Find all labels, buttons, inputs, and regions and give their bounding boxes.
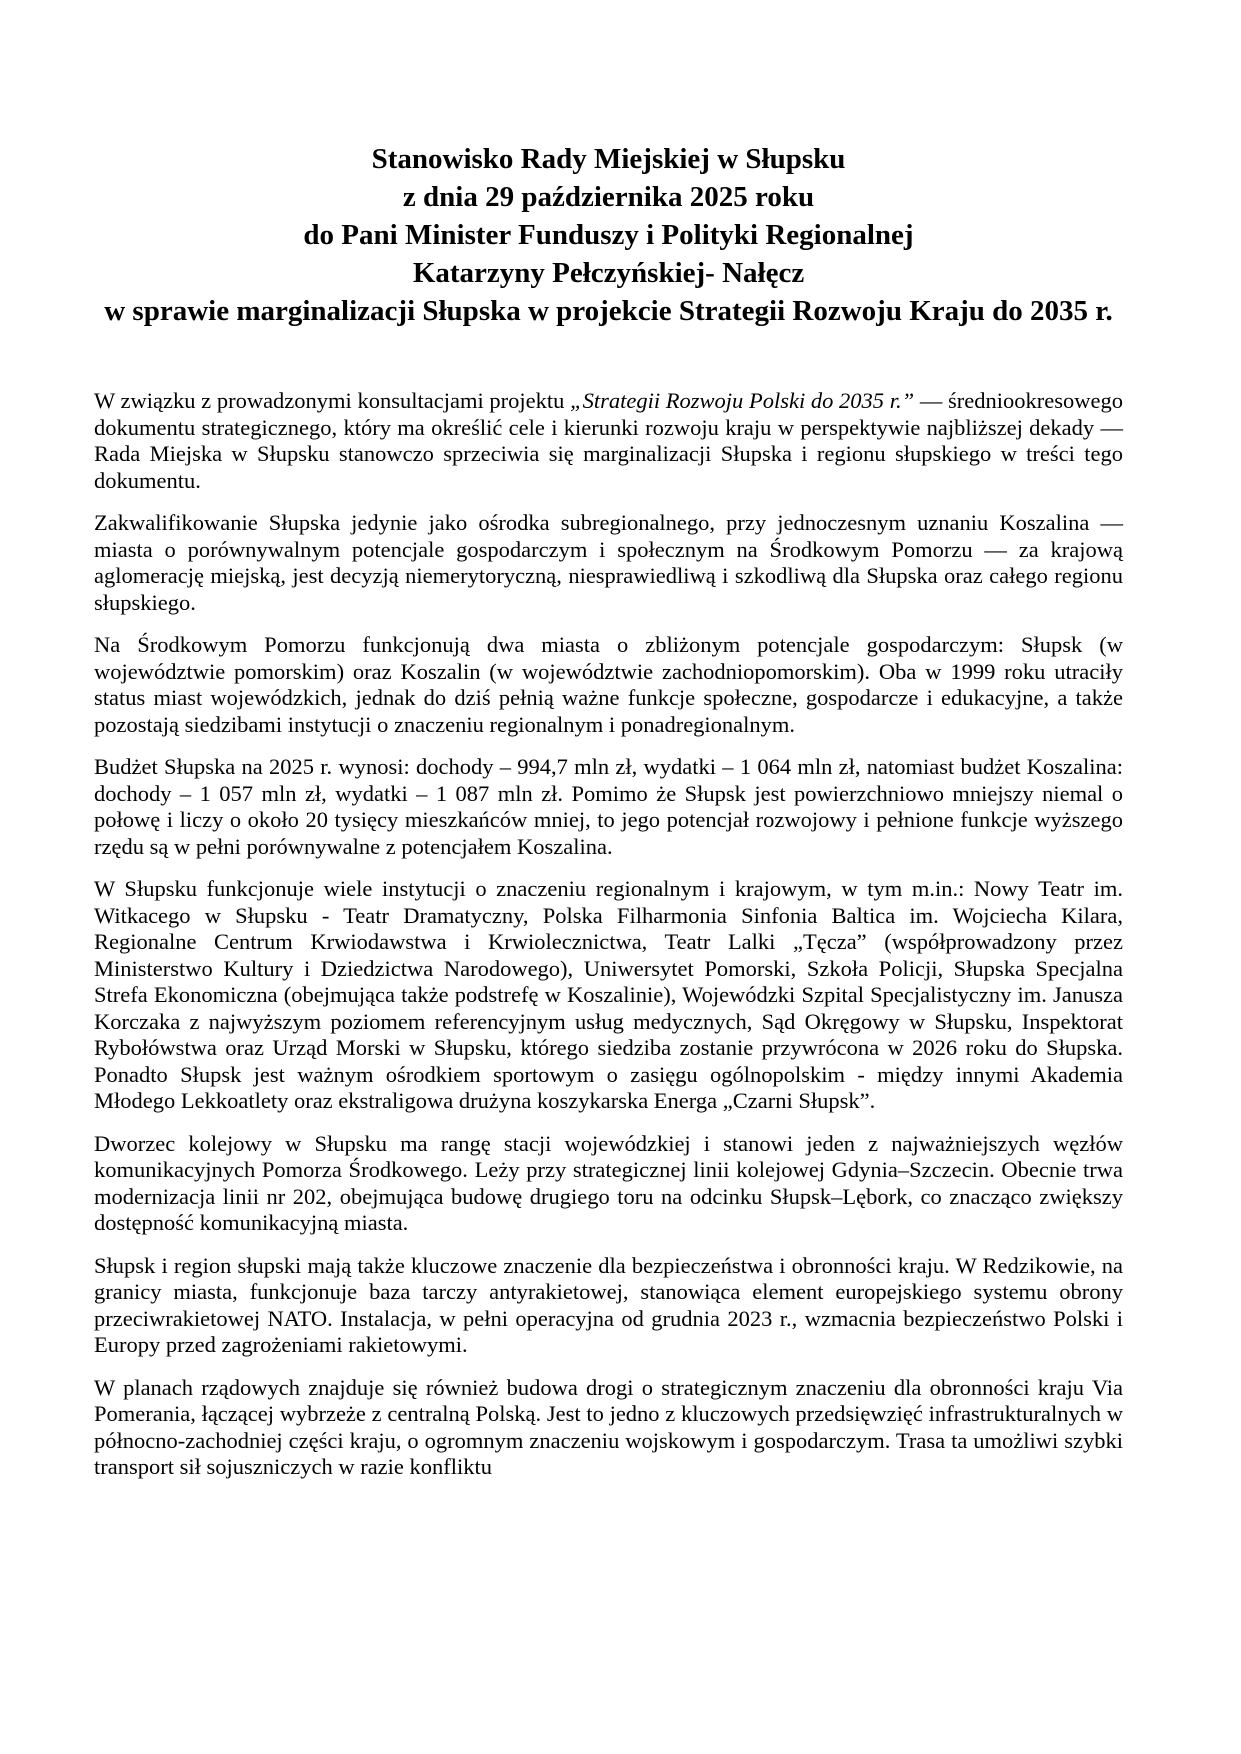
paragraph-institutions-list: W Słupsku funkcjonuje wiele instytucji o znaczeniu regionalnym i krajowym, w tym m.in.: Nowy Teatr im. Witkacego w Słupsku - Teatr Dramatyczny, Polska Filharmonia Sinfonia Baltica im. Wojciecha Kilara, Regionalne Centrum Krwiodawstwa i Krwiolecznictwa, Teatr Lalki „Tęcza” (współprowadzony przez Ministerstwo Kultury i Dziedzictwa Narodowego), Uniwersytet Pomorski, Szkoła Policji, Słupska Specjalna Strefa Ekonomiczna (obejmująca także podstrefę w Koszalinie), Wojewódzki Szpital Specjalistyczny im. Janusza Korczaka z najwyższym poziomem referencyjnym usług medycznych, Sąd Okręgowy w Słupsku, Inspektorat Rybołówstwa oraz Urząd Morski w Słupsku, którego siedziba zostanie przywrócona w 2026 roku do Słupska. Ponadto Słupsk jest ważnym ośrodkiem sportowym o zasięgu ogólnopolskim - między innymi Akademia Młodego Lekkoatlety oraz ekstraligowa drużyna koszykarska Energa „Czarni Słupsk”. [94,876,1123,1113]
paragraph-railway-station: Dworzec kolejowy w Słupsku ma rangę stacji wojewódzkiej i stanowi jeden z najważniejszych węzłów komunikacyjnych Pomorza Środkowego. Leży przy strategicznej linii kolejowej Gdynia–Szczecin. Obecnie trwa modernizacja linii nr 202, obejmująca budowę drugiego toru na odcinku Słupsk–Lębork, co znacząco zwiększy dostępność komunikacyjną miasta. [94,1130,1123,1235]
strategy-document-title-italic: „Strategii Rozwoju Polski do 2035 r.” [570,388,915,413]
document-title: Stanowisko Rady Miejskiej w Słupsku [371,143,846,175]
document-subject-line: w sprawie marginalizacji Słupska w projekcie Strategii Rozwoju Kraju do 2035 r. [104,295,1113,327]
document-header [94,140,1123,330]
document-addressee-name-line: Katarzyny Pełczyńskiej- Nałęcz [412,257,805,289]
document-addressee-role-line: do Pani Minister Funduszy i Polityki Regionalnej [303,219,914,251]
paragraph-via-pomerania: W planach rządowych znajduje się również budowa drogi o strategicznym znaczeniu dla obronności kraju Via Pomerania, łączącej wybrzeże z centralną Polską. Jest to jedno z kluczowych przedsięwzięć infrastrukturalnych w północno-zachodniej części kraju, o ogromnym znaczeniu wojskowym i gospodarczym. Trasa ta umożliwi szybki transport sił sojuszniczych w razie konfliktu [94,1374,1123,1479]
paragraph-consultations-intro-rest: — średniookresowego dokumentu strategicznego, który ma określić cele i kierunki rozwoju kraju w perspektywie najbliższej dekady — Rada Miejska w Słupsku stanowczo sprzeciwia się marginalizacji Słupska i regionu słupskiego w treści tego dokumentu. [94,388,1123,493]
document-body [94,388,1123,1481]
paragraph-consultations-intro-lead: W związku z prowadzonymi konsultacjami projektu [94,388,571,413]
paragraph-two-cities-comparison: Na Środkowym Pomorzu funkcjonują dwa miasta o zbliżonym potencjale gospodarczym: Słupsk (w województwie pomorskim) oraz Koszalin (w województwie zachodniopomorskim). Oba w 1999 roku utraciły status miast wojewódzkich, jednak do dziś pełnią ważne funkcje społeczne, gospodarcze i edukacyjne, a także pozostają siedzibami instytucji o znaczeniu regionalnym i ponadregionalnym. [94,632,1123,737]
paragraph-classification-objection: Zakwalifikowanie Słupska jedynie jako ośrodka subregionalnego, przy jednoczesnym uznaniu Koszalina — miasta o porównywalnym potencjale gospodarczym i społecznym na Środkowym Pomorzu — za krajową aglomerację miejską, jest decyzją niemerytoryczną, niesprawiedliwą i szkodliwą dla Słupska oraz całego regionu słupskiego. [94,510,1123,615]
paragraph-consultations-intro [94,388,1123,494]
document-date-line: z dnia 29 października 2025 roku [402,181,815,213]
paragraph-defense-redzikowo: Słupsk i region słupski mają także kluczowe znaczenie dla bezpieczeństwa i obronności kraju. W Redzikowie, na granicy miasta, funkcjonuje baza tarczy antyrakietowej, stanowiąca element europejskiego systemu obrony przeciwrakietowej NATO. Instalacja, w pełni operacyjna od grudnia 2023 r., wzmacnia bezpieczeństwo Polski i Europy przed zagrożeniami rakietowymi. [94,1252,1123,1357]
paragraph-budget-comparison: Budżet Słupska na 2025 r. wynosi: dochody – 994,7 mln zł, wydatki – 1 064 mln zł, natomiast budżet Koszalina: dochody – 1 057 mln zł, wydatki – 1 087 mln zł. Pomimo że Słupsk jest powierzchniowo mniejszy niemal o połowę i liczy o około 20 tysięcy mieszkańców mniej, to jego potencjał rozwojowy i pełnione funkcje wyższego rzędu są w pełni porównywalne z potencjałem Koszalina. [94,754,1123,859]
